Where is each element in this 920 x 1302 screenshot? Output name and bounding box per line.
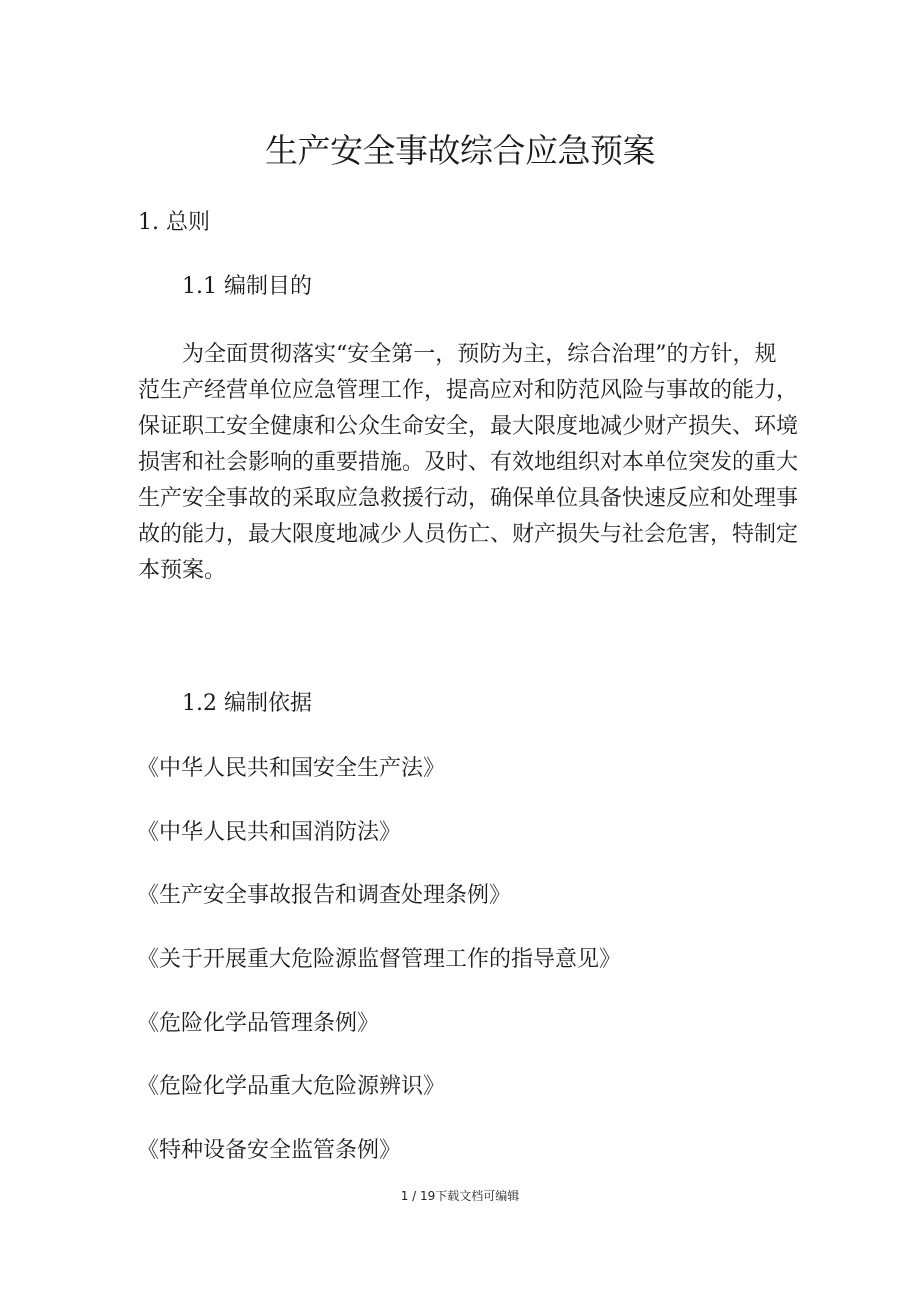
page-footer: 1 / 19下载文档可编辑 <box>400 1189 520 1203</box>
paragraph-line: 故的能力，最大限度地减少人员伤亡、财产损失与社会危害，特制定 <box>138 522 799 547</box>
paragraph-line: 范生产经营单位应急管理工作，提高应对和防范风险与事故的能力， <box>138 378 799 403</box>
reference-item: 《中华人民共和国安全生产法》 <box>137 756 446 781</box>
section-heading-general: 1. 总则 <box>138 210 210 235</box>
paragraph-line: 生产安全事故的采取应急救援行动，确保单位具备快速反应和处理事 <box>138 486 799 511</box>
paragraph-line: 本预案。 <box>138 558 227 583</box>
paragraph-line: 保证职工安全健康和公众生命安全，最大限度地减少财产损失、环境 <box>138 414 799 439</box>
reference-item: 《中华人民共和国消防法》 <box>137 819 402 845</box>
reference-item: 《危险化学品管理条例》 <box>137 1010 380 1036</box>
reference-item: 《特种设备安全监管条例》 <box>137 1138 402 1164</box>
paragraph-line: 为全面贯彻落实“安全第一，预防为主，综合治理”的方针，规 <box>182 342 777 367</box>
subsection-heading-basis: 1.2 编制依据 <box>182 691 312 716</box>
purpose-paragraph <box>138 337 799 589</box>
reference-list <box>137 754 621 1200</box>
paragraph-line: 损害和社会影响的重要措施。及时、有效地组织对本单位突发的重大 <box>138 450 799 475</box>
reference-item: 《危险化学品重大危险源辨识》 <box>137 1074 446 1100</box>
reference-item: 《关于开展重大危险源监督管理工作的指导意见》 <box>137 947 622 973</box>
subsection-heading-purpose: 1.1 编制目的 <box>182 274 312 299</box>
document-title: 生产安全事故综合应急预案 <box>265 131 655 170</box>
reference-item: 《生产安全事故报告和调查处理条例》 <box>137 883 512 909</box>
